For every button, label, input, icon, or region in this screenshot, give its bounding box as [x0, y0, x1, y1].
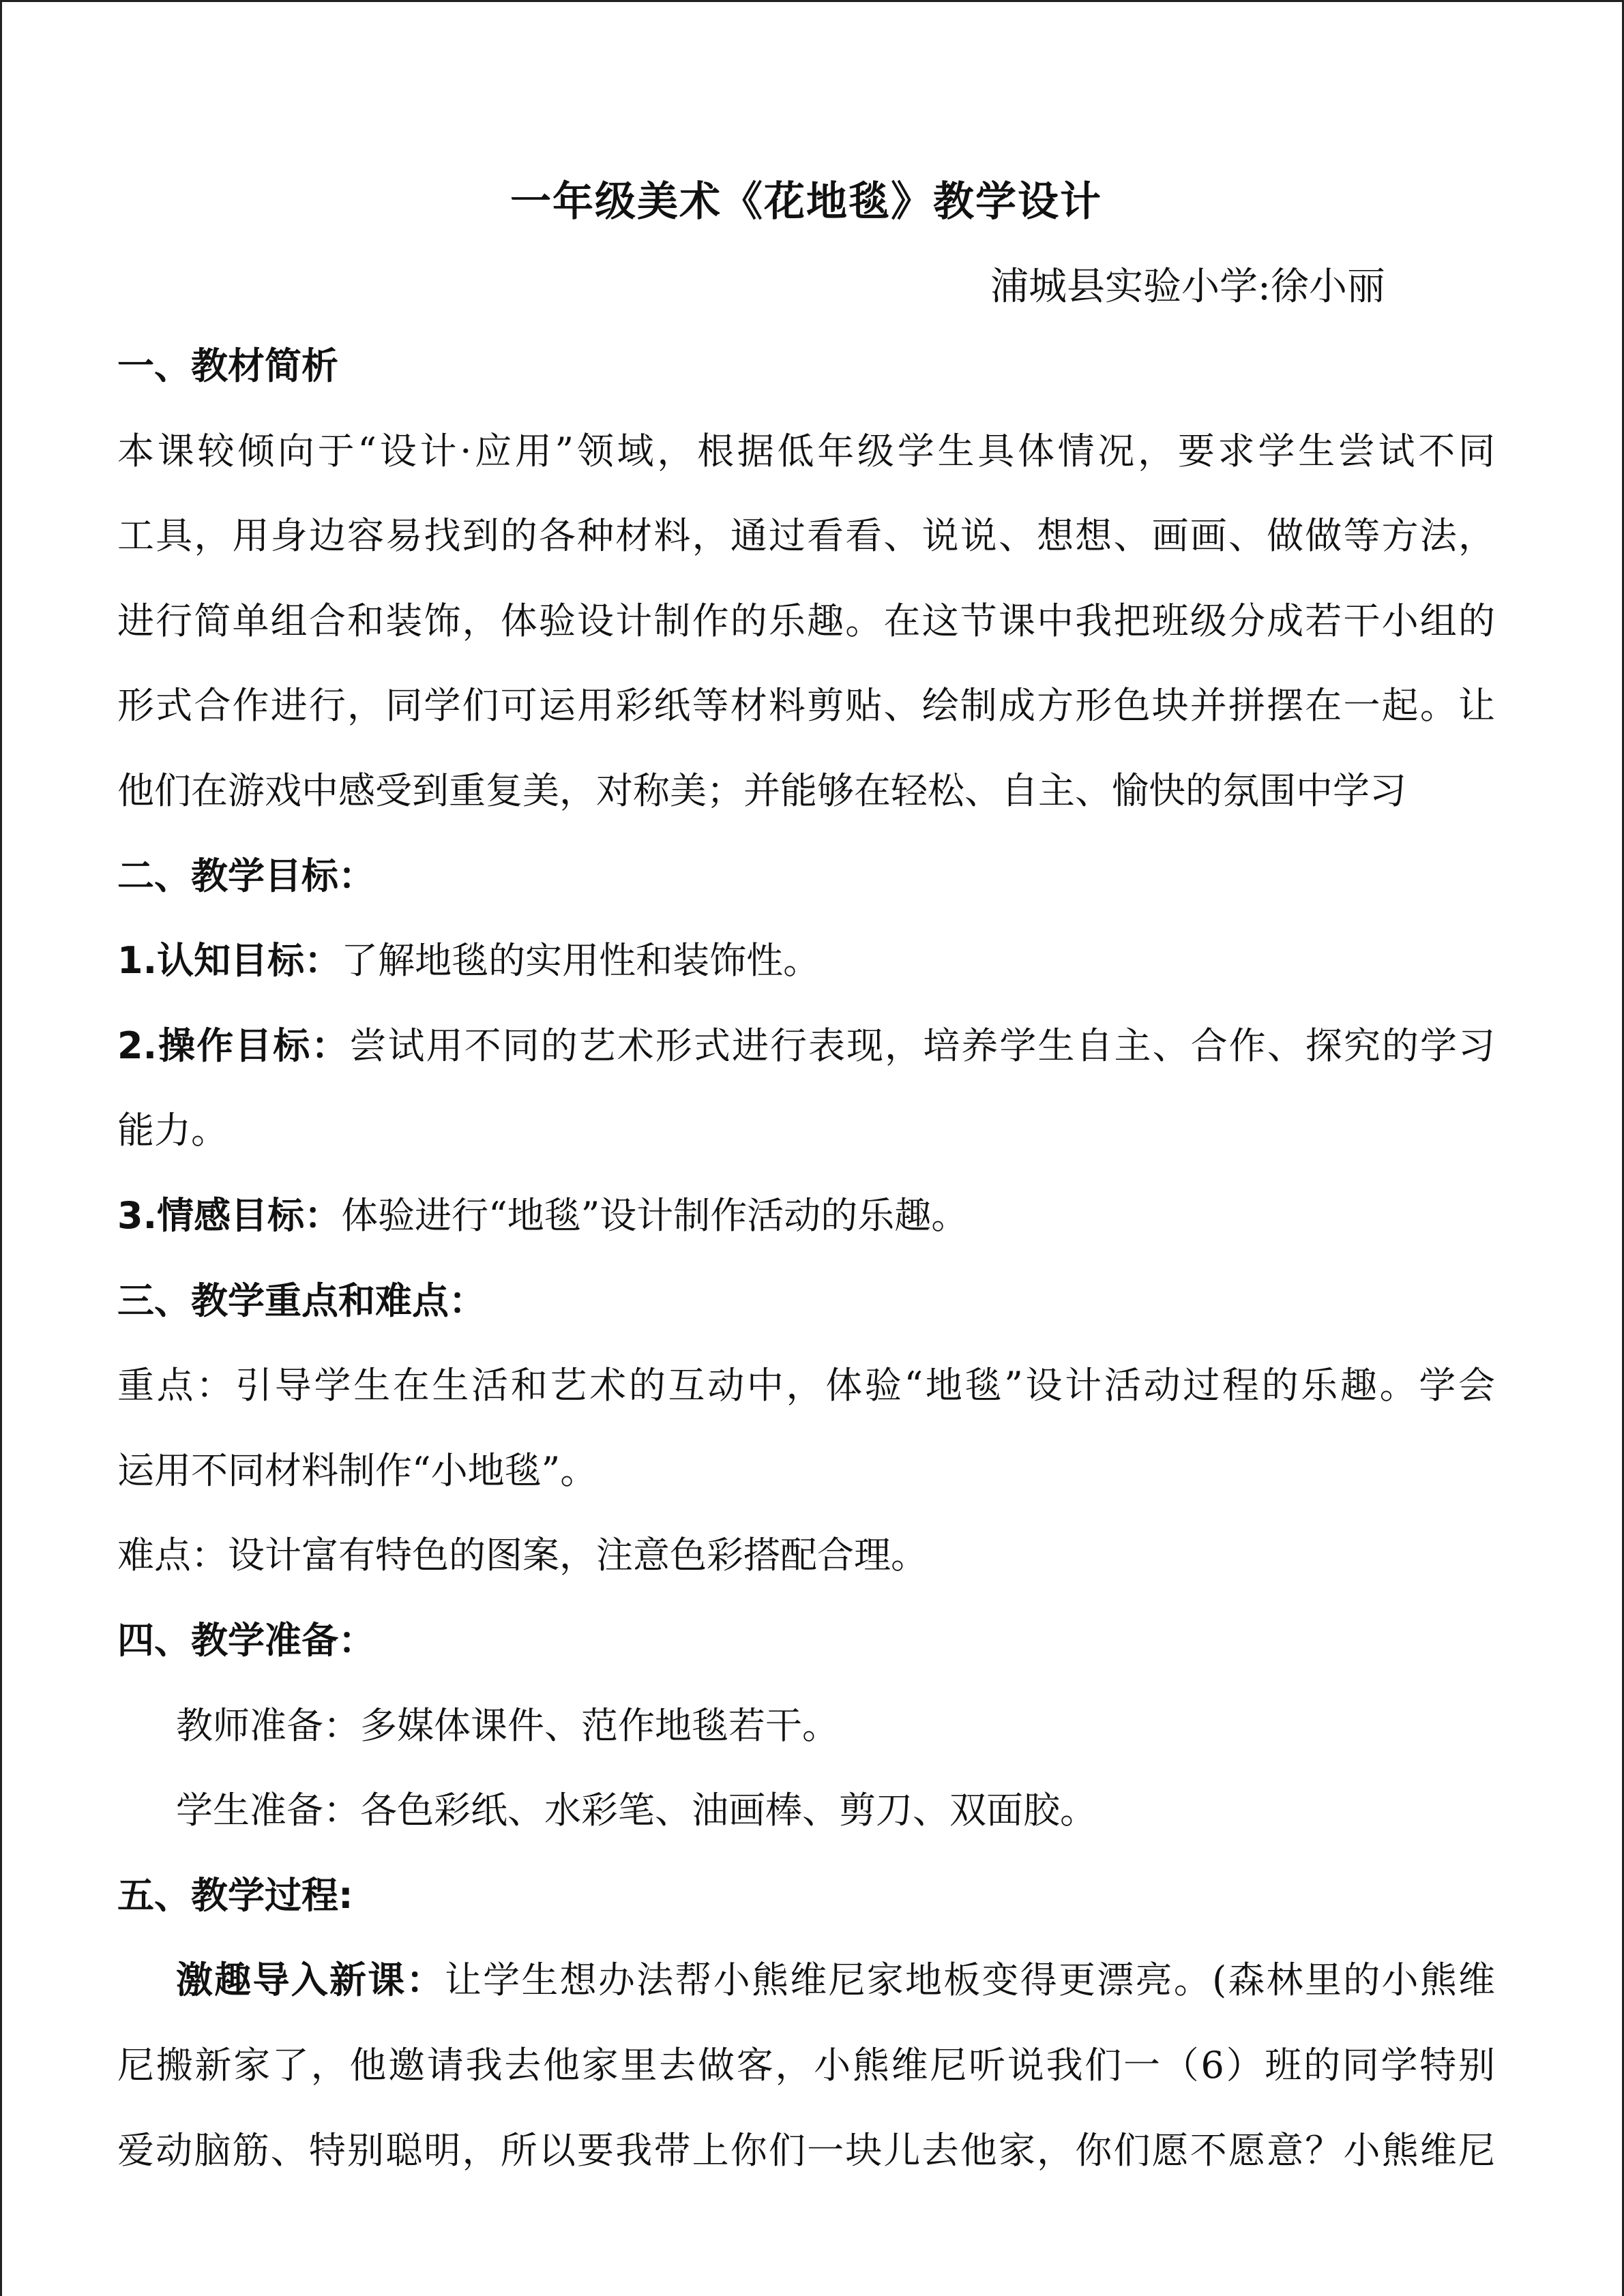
goal-text: 尝试用不同的艺术形式进行表现，培养学生自主、合作、探究的学习 [349, 1024, 1495, 1067]
intro-label: 激趣导入新课： [176, 1958, 445, 2001]
goal-item-1 [117, 937, 820, 985]
paragraph-line: 进行简单组合和装饰，体验设计制作的乐趣。在这节课中我把班级分成若干小组的 [117, 599, 1495, 642]
paragraph-line [176, 1956, 1495, 2004]
intro-text: 让学生想办法帮小熊维尼家地板变得更漂亮。(森林里的小熊维 [444, 1958, 1495, 2001]
paragraph-line: 重点：引导学生在生活和艺术的互动中，体验“地毯”设计活动过程的乐趣。学会 [117, 1364, 1495, 1407]
paragraph-line: 教师准备：多媒体课件、范作地毯若干。 [176, 1704, 839, 1747]
goal-label: 1.认知目标： [117, 939, 342, 982]
section-heading-2: 二、教学目标： [117, 854, 375, 897]
paragraph-line: 学生准备：各色彩纸、水彩笔、油画棒、剪刀、双面胶。 [176, 1789, 1097, 1832]
goal-text: 了解地毯的实用性和装饰性。 [341, 939, 821, 982]
goal-label: 3.情感目标： [117, 1194, 342, 1237]
section-heading-4: 四、教学准备： [117, 1619, 375, 1662]
paragraph-line: 形式合作进行，同学们可运用彩纸等材料剪贴、绘制成方形色块并拼摆在一起。让 [117, 684, 1495, 727]
goal-item-2 [117, 1022, 1495, 1070]
paragraph-line: 能力。 [117, 1109, 228, 1152]
section-heading-3: 三、教学重点和难点： [117, 1279, 486, 1322]
paragraph-line: 运用不同材料制作“小地毯”。 [117, 1449, 597, 1492]
goal-text: 体验进行“地毯”设计制作活动的乐趣。 [341, 1194, 969, 1237]
section-heading-5: 五、教学过程: [117, 1874, 353, 1917]
paragraph-line: 爱动脑筋、特别聪明，所以要我带上你们一块儿去他家，你们愿不愿意？小熊维尼 [117, 2129, 1495, 2172]
paragraph-line: 本课较倾向于“设计·应用”领域，根据低年级学生具体情况，要求学生尝试不同 [117, 430, 1495, 473]
paragraph-line: 尼搬新家了，他邀请我去他家里去做客，小熊维尼听说我们一（6）班的同学特别 [117, 2044, 1495, 2087]
goal-item-3 [117, 1192, 968, 1240]
document-title: 一年级美术《花地毯》教学设计 [510, 178, 1102, 226]
author-line: 浦城县实验小学:徐小丽 [990, 265, 1385, 309]
section-heading-1: 一、教材简析 [117, 344, 338, 387]
paragraph-line: 难点：设计富有特色的图案，注意色彩搭配合理。 [117, 1534, 928, 1577]
paragraph-line: 他们在游戏中感受到重复美，对称美；并能够在轻松、自主、愉快的氛围中学习 [117, 769, 1406, 812]
paragraph-line: 工具，用身边容易找到的各种材料，通过看看、说说、想想、画画、做做等方法， [117, 514, 1495, 557]
goal-label: 2.操作目标： [117, 1024, 350, 1067]
